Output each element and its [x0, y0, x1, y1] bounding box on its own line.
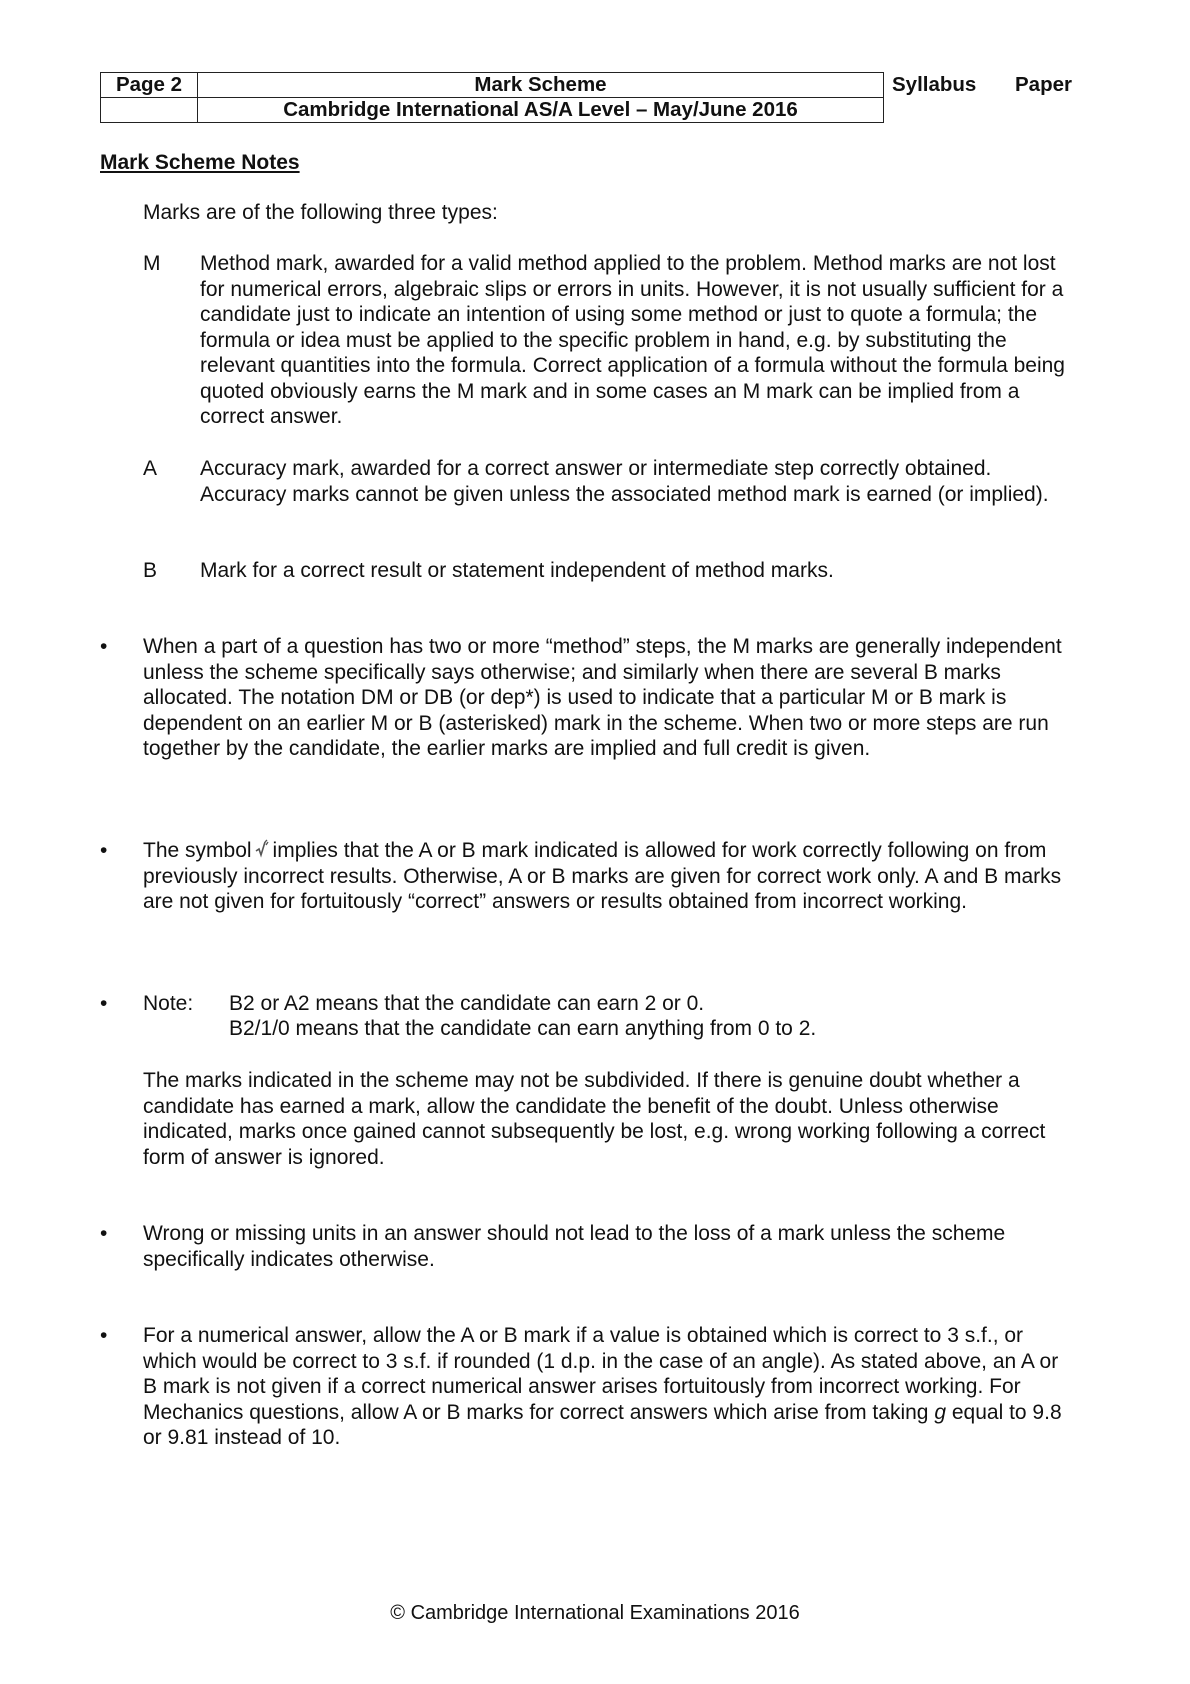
note-paragraph: The marks indicated in the scheme may not be subdivided. If there is genuine doubt whether a candidate has earned a mark, allow the candidate the benefit of the doubt. Unless otherwise indicated, marks once gained cannot subsequently be lost, e.g. wrong working following a correct form of answer is ignored.: [143, 1069, 1046, 1169]
note-label: Note:: [143, 992, 194, 1015]
syllabus-label: Syllabus: [892, 73, 977, 96]
follow-through-tick-icon: [255, 839, 269, 859]
document-subtitle: Cambridge International AS/A Level – May/June 2016: [198, 98, 884, 123]
numerical-text-after: equal to 9.8 or 9.81 instead of 10.: [143, 1400, 1062, 1449]
intro-text: Marks are of the following three types:: [143, 201, 498, 224]
document-title: Mark Scheme: [198, 73, 884, 98]
bullet: •: [100, 839, 108, 862]
bullet: •: [100, 1222, 108, 1245]
empty-cell: [101, 98, 198, 123]
mark-desc-a: Accuracy mark, awarded for a correct answer or intermediate step correctly obtained. Accuracy marks cannot be given unless the associated method mark is earned (or implied).: [200, 457, 1049, 506]
mark-code-b: B: [143, 559, 158, 582]
variable-g: g: [934, 1400, 947, 1424]
bullet: •: [100, 992, 108, 1015]
symbol-text-after: implies that the A or B mark indicated is allowed for work correctly following on from previously incorrect results. Otherwise, A or B marks are given for correct work only. A and B marks are not given for fortuitously “correct” answers or results obtained from incorrect working.: [143, 839, 1062, 913]
bullet: •: [100, 635, 108, 658]
note-line-2: B2/1/0 means that the candidate can earn anything from 0 to 2.: [229, 1017, 817, 1040]
mark-code-a: A: [143, 457, 158, 480]
copyright-footer: © Cambridge International Examinations 2016: [390, 1602, 800, 1624]
note-line-1: B2 or A2 means that the candidate can earn 2 or 0.: [229, 992, 705, 1015]
bullet: •: [100, 1324, 108, 1347]
numerical-text-before: For a numerical answer, allow the A or B mark if a value is obtained which is correct to 3 s.f., or which would be correct to 3 s.f. if rounded (1 d.p. in the case of an angle). As stated above, an A or B mark is not given if a correct numerical answer arises fortuitously from incorrect working. For Mechanics questions, allow A or B marks for correct answers which arise from taking: [143, 1324, 1059, 1424]
mark-desc-b: Mark for a correct result or statement independent of method marks.: [200, 559, 834, 582]
mark-desc-m: Method mark, awarded for a valid method applied to the problem. Method marks are not lost for numerical errors, algebraic slips or errors in units. However, it is not usually sufficient for a candidate just to indicate an intention of using some method or just to quote a formula; the formula or idea must be applied to the specific problem in hand, e.g. by substituting the relevant quantities into the formula. Correct application of a formula without the formula being quoted obviously earns the M mark and in some cases an M mark can be implied from a correct answer.: [200, 252, 1065, 428]
method-steps-text: When a part of a question has two or more “method” steps, the M marks are generally independent unless the scheme specifically says otherwise; and similarly when there are several B marks allocated. The notation DM or DB (or dep*) is used to indicate that a particular M or B mark is dependent on an earlier M or B (asterisked) mark in the scheme. When two or more steps are run together by the candidate, the earlier marks are implied and full credit is given.: [143, 635, 1062, 760]
units-text: Wrong or missing units in an answer should not lead to the loss of a mark unless the scheme specifically indicates otherwise.: [143, 1222, 1006, 1271]
header-table: [100, 72, 884, 123]
symbol-text-before: The symbol: [143, 839, 252, 862]
numerical-paragraph: [143, 1323, 1068, 1451]
symbol-paragraph: [143, 838, 1068, 915]
paper-label: Paper: [1015, 73, 1072, 96]
page-label: Page 2: [101, 73, 198, 98]
mark-code-m: M: [143, 252, 161, 275]
section-title: Mark Scheme Notes: [100, 151, 300, 174]
